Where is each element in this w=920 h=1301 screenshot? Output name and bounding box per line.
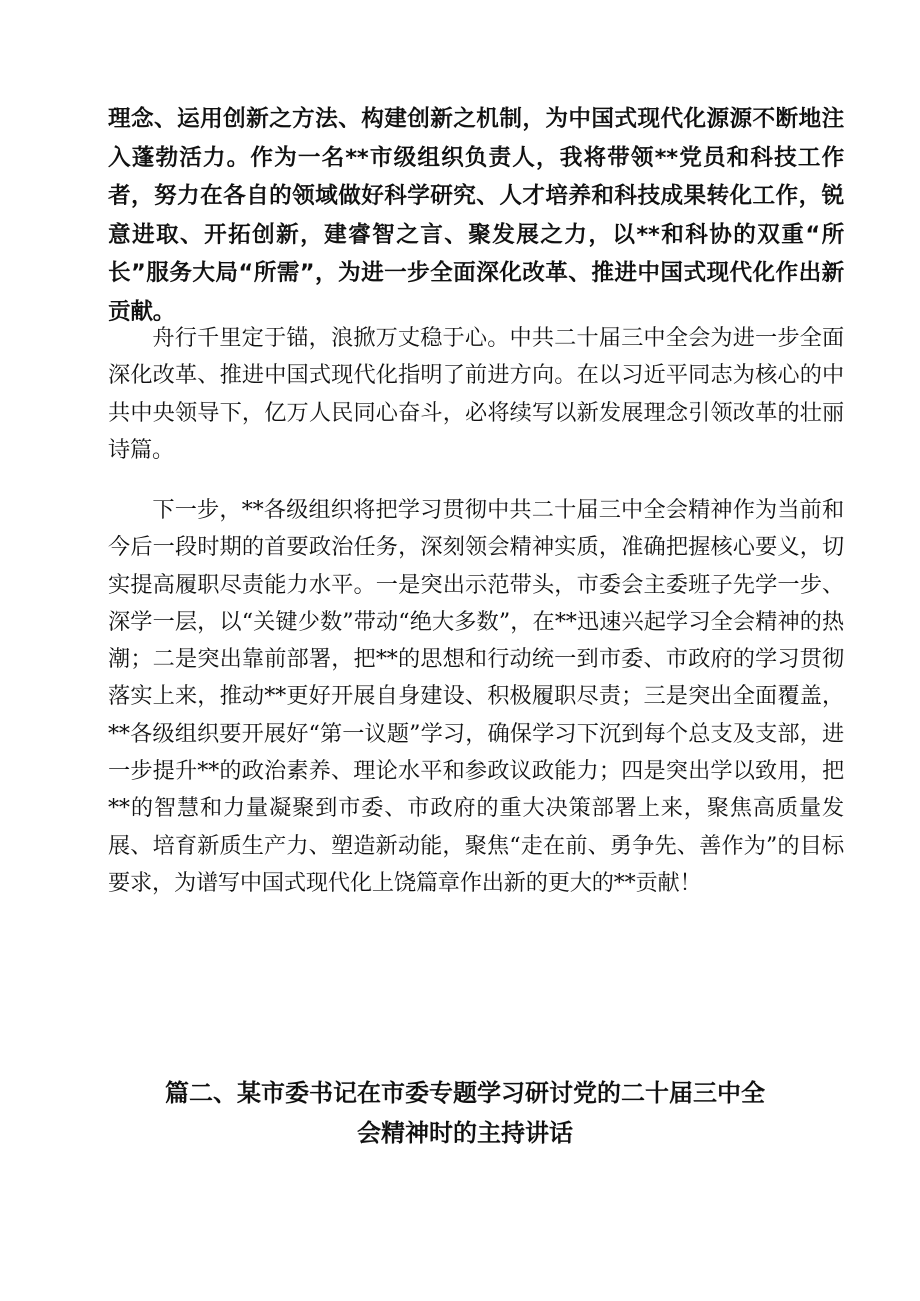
body-paragraph-3: 下一步，**各级组织将把学习贯彻中共二十届三中全会精神作为当前和今后一段时期的首要政治任务，深刻领会精神实质，准确把握核心要义，切实提高履职尽责能力水平。一是突出示范带头，市委会主委班子先学一步、深学一层，以“关键少数”带动“绝大多数”，在**迅速兴起学习全会精神的热潮；二是突出靠前部署，把**的思想和行动统一到市委、市政府的学习贯彻落实上来，推动**更好开展自身建设、积极履职尽责；三是突出全面覆盖，**各级组织要开展好“第一议题”学习，确保学习下沉到每个总支及支部，进一步提升**的政治素养、理论水平和参政议政能力；四是突出学以致用，把**的智慧和力量凝聚到市委、市政府的重大决策部署上来，聚焦高质量发展、培育新质生产力、塑造新动能，聚焦“走在前、勇争先、善作为”的目标要求，为谱写中国式现代化上饶篇章作出新的更大的**贡献！ [108,497,844,896]
body-paragraph-1: 理念、运用创新之方法、构建创新之机制，为中国式现代化源源不断地注入蓬勃活力。作为一名**市级组织负责人，我将带领**党员和科技工作者，努力在各自的领域做好科学研究、人才培养和科技成果转化工作，锐意进取、开拓创新，建睿智之言、聚发展之力，以**和科协的双重“所长”服务大局“所需”，为进一步全面深化改革、推进中国式现代化作出新贡献。 [108,106,844,325]
section-heading [150,1073,780,1153]
body-paragraph-2: 舟行千里定于锚，浪掀万丈稳于心。中共二十届三中全会为进一步全面深化改革、推进中国式现代化指明了前进方向。在以习近平同志为核心的中共中央领导下，亿万人民同心奋斗，必将续写以新发展理念引领改革的壮丽诗篇。 [108,325,844,463]
section-heading-line-2: 会精神时的主持讲话 [357,1119,573,1147]
section-heading-line-1: 篇二、某市委书记在市委专题学习研讨党的二十届三中全 [165,1079,765,1107]
